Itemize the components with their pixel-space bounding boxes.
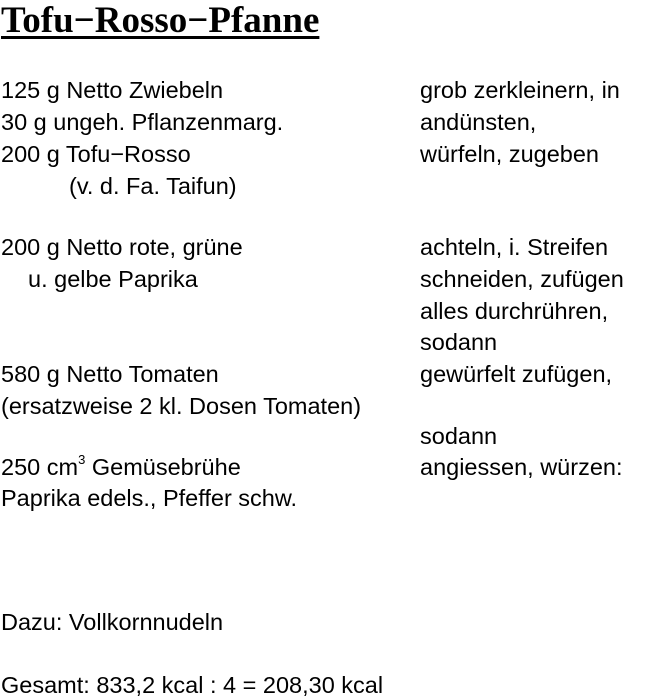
instruction-line: würfeln, zugeben bbox=[420, 141, 599, 167]
calorie-total: Gesamt: 833,2 kcal : 4 = 208,30 kcal bbox=[1, 672, 384, 698]
instruction-line: sodann bbox=[420, 329, 498, 355]
ingredient-line: Paprika edels., Pfeffer schw. bbox=[1, 485, 298, 511]
ingredient-line: 30 g ungeh. Pflanzenmarg. bbox=[1, 109, 284, 135]
ingredient-line: u. gelbe Paprika bbox=[28, 266, 198, 292]
ingredient-note: (v. d. Fa. Taifun) bbox=[69, 173, 237, 199]
instruction-line: achteln, i. Streifen bbox=[420, 234, 609, 260]
unit-superscript: 3 bbox=[78, 452, 86, 468]
instruction-line: alles durchrühren, bbox=[420, 298, 609, 324]
instruction-line: angiessen, würzen: bbox=[420, 454, 623, 480]
ingredient-line: 200 g Netto rote, grüne bbox=[1, 234, 243, 260]
instruction-line: grob zerkleinern, in bbox=[420, 77, 620, 103]
ingredient-line: 125 g Netto Zwiebeln bbox=[1, 77, 224, 103]
instruction-line: andünsten, bbox=[420, 109, 537, 135]
instruction-line: schneiden, zufügen bbox=[420, 266, 624, 292]
ingredient-line: 580 g Netto Tomaten bbox=[1, 361, 219, 387]
instruction-line: gewürfelt zufügen, bbox=[420, 361, 613, 387]
ingredient-note: (ersatzweise 2 kl. Dosen Tomaten) bbox=[1, 393, 362, 419]
serving-suggestion: Dazu: Vollkornnudeln bbox=[1, 609, 224, 635]
recipe-title: Tofu−Rosso−Pfanne bbox=[1, 0, 320, 41]
ingredient-amount: 250 cm bbox=[1, 454, 79, 480]
ingredient-line: 200 g Tofu−Rosso bbox=[1, 141, 191, 167]
ingredient-line bbox=[1, 453, 241, 481]
ingredient-name: Gemüsebrühe bbox=[85, 454, 241, 480]
instruction-line: sodann bbox=[420, 423, 498, 449]
